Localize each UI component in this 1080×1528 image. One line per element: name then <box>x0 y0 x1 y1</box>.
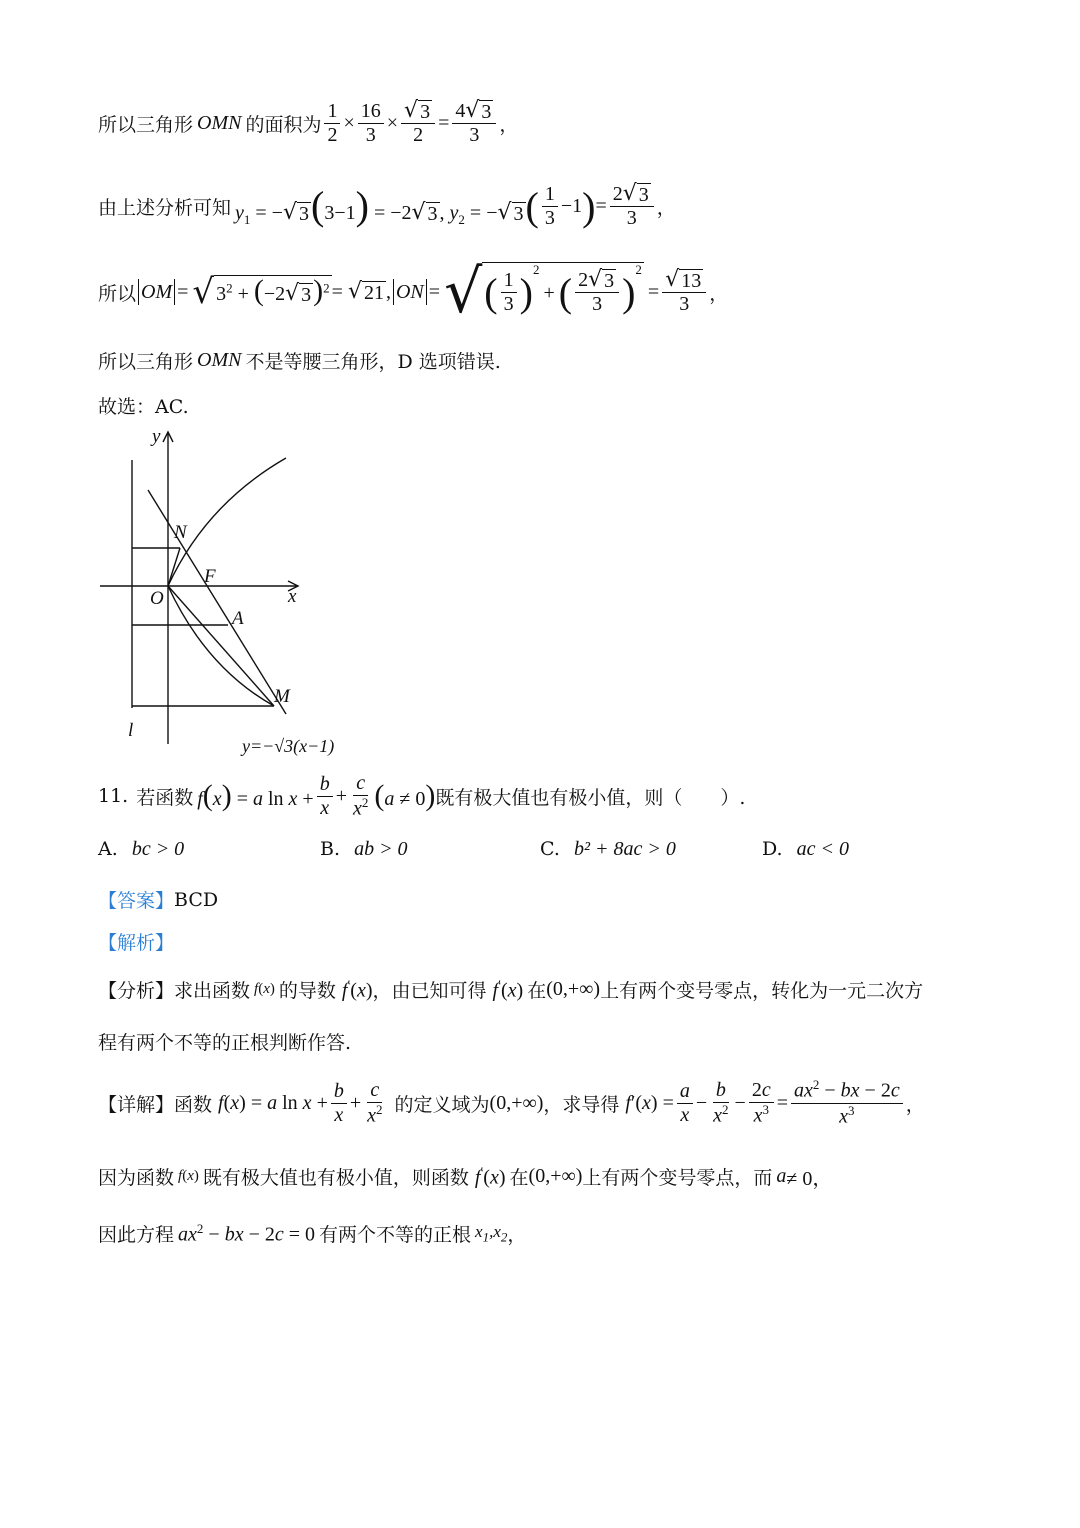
xiangjie-line-1: 【详解】 函数 f(x) = a ln x + $\frac{b}{x}$ + $\frac{c}{x^2}$ 的定义域为 (0,+∞) ，求导得 f′(x) = $\frac{a}{x}$ − $\frac{b}{x^2}$ − $\frac{2c}{x^3}$ = $\frac{ax^2 - bx - 2c}{x^3}$ ， <box>98 1077 925 1128</box>
line-equation: y=−√3(x−1) <box>242 736 335 756</box>
option-expression: ab > 0 <box>354 838 408 860</box>
question-suffix: 既有极大值也有极小值，则（ ）. <box>435 786 746 809</box>
xiangjie-text: 因为函数 <box>98 1167 175 1189</box>
area-line: 所以三角形 OMN 的面积为 $\frac{1}{2}$ × $\frac{16}{3}$ × √ 3 2 = 4 √ 3 3 ， <box>98 98 519 146</box>
conclusion-line <box>98 347 501 374</box>
fenxi-line-1: 【分析】 求出函数 f(x) 的导数 f′(x) ，由已知可得 f′(x) 在 (0,+∞) 上有两个变号零点，转化为一元二次方 <box>98 976 924 1002</box>
distance-line: 所以 OM = √ $3^2 + (-2$ √ 3 )$^2$ = √ 21 , ON = √ ( $\frac{1}{3}$ ) $^2$ + ( 2 √ 3 3 ) $^2$ = √ 13 3 ， <box>98 257 729 327</box>
label-y: y <box>152 426 161 447</box>
question-number: 11. <box>98 785 129 808</box>
conclusion-suffix: 不是等腰三角形，D 选项错误. <box>245 351 501 373</box>
fenxi-text: ，由已知可得 <box>372 980 487 1002</box>
fraction: 4 √ 3 3 <box>452 100 496 147</box>
xiangjie-text: 的定义域为 <box>394 1093 490 1116</box>
xiangjie-text: ， <box>507 1224 527 1246</box>
fraction: $\frac{16}{3}$ <box>358 100 384 147</box>
triangle-name: OMN <box>197 112 242 134</box>
fraction: 2 √ 3 3 <box>610 183 654 230</box>
area-prefix: 所以三角形 <box>98 114 194 136</box>
fenxi-text: 求出函数 <box>174 980 251 1002</box>
coordinate-figure <box>96 420 356 760</box>
area-mid: 的面积为 <box>245 114 322 136</box>
option-letter: C. <box>540 838 560 860</box>
option-c[interactable] <box>540 838 676 861</box>
xiangjie-text: 既有极大值也有极小值，则函数 <box>202 1167 469 1189</box>
fraction: $\frac{1}{3}$ <box>542 183 558 230</box>
fraction: √ 13 3 <box>662 269 706 316</box>
y-values-line: 由上述分析可知 $y_1$ = − √ 3 (3−1) = −2 √ 3 , $y_2$ = − √ 3 ( $\frac{1}{3}$ −1 ) = 2 √ 3 3 ， <box>98 181 676 229</box>
answer-tag: 【答案】 <box>98 890 175 912</box>
question-prefix: 若函数 <box>136 786 194 809</box>
label-o: O <box>150 588 164 609</box>
fenxi-line-2 <box>98 1028 351 1055</box>
xiangjie-text: 上有两个变号零点，而 <box>582 1167 773 1189</box>
fenxi-text: 上有两个变号零点，转化为一元二次方 <box>600 980 924 1002</box>
distance-prefix: 所以 <box>98 282 137 305</box>
label-a: A <box>232 608 244 629</box>
xiangjie-line-3: 因此方程 $ax^2$ − bx − 2c = 0 有两个不等的正根 $x_1,x_2$ ， <box>98 1220 527 1246</box>
fenxi-text: 程有两个不等的正根判断作答. <box>98 1032 352 1054</box>
analysis-heading <box>98 928 174 955</box>
label-l: l <box>128 720 134 741</box>
choice-line <box>98 392 189 419</box>
option-b[interactable] <box>320 838 408 861</box>
xiangjie-text: ，求导得 <box>543 1093 620 1116</box>
conclusion-prefix: 所以三角形 <box>98 351 194 373</box>
option-letter: D. <box>762 838 783 860</box>
xiangjie-text: 在 <box>509 1167 529 1189</box>
fenxi-tag: 【分析】 <box>98 980 175 1002</box>
option-letter: B. <box>320 838 341 860</box>
analysis-tag: 【解析】 <box>98 932 175 954</box>
choice-text: 故选：AC. <box>98 396 189 418</box>
label-x: x <box>288 586 297 607</box>
analysis-prefix: 由上述分析可知 <box>98 197 232 219</box>
xiangjie-tag: 【详解】 <box>98 1093 175 1116</box>
answer-value: BCD <box>174 888 219 911</box>
xiangjie-text: 有两个不等的正根 <box>319 1224 472 1246</box>
label-f: F <box>204 566 216 587</box>
option-letter: A. <box>98 838 118 860</box>
question-11: 11. 若函数 f(x) = a ln x + $\frac{b}{x}$ + $\frac{c}{x^2}$ (a ≠ 0) 既有极大值也有极小值，则（ ）. <box>98 772 746 820</box>
option-d[interactable] <box>762 838 849 861</box>
option-a[interactable] <box>98 838 184 861</box>
answer-line <box>98 886 218 913</box>
fenxi-text: 的导数 <box>278 980 336 1002</box>
xiangjie-line-2: 因为函数 f(x) 既有极大值也有极小值，则函数 f′(x) 在 (0,+∞) 上有两个变号零点，而 a ≠ 0， <box>98 1163 833 1190</box>
fenxi-text: 在 <box>527 980 547 1002</box>
label-n: N <box>174 522 187 543</box>
option-expression: ac < 0 <box>796 838 850 860</box>
fraction: $\frac{1}{2}$ <box>324 100 340 147</box>
label-m: M <box>274 686 290 707</box>
xiangjie-text: 函数 <box>174 1093 213 1116</box>
option-expression: b² + 8ac > 0 <box>573 838 676 860</box>
xiangjie-text: 因此方程 <box>98 1224 175 1246</box>
option-expression: bc > 0 <box>131 838 185 860</box>
fraction: √ 3 2 <box>401 100 435 147</box>
triangle-name: OMN <box>197 349 242 371</box>
